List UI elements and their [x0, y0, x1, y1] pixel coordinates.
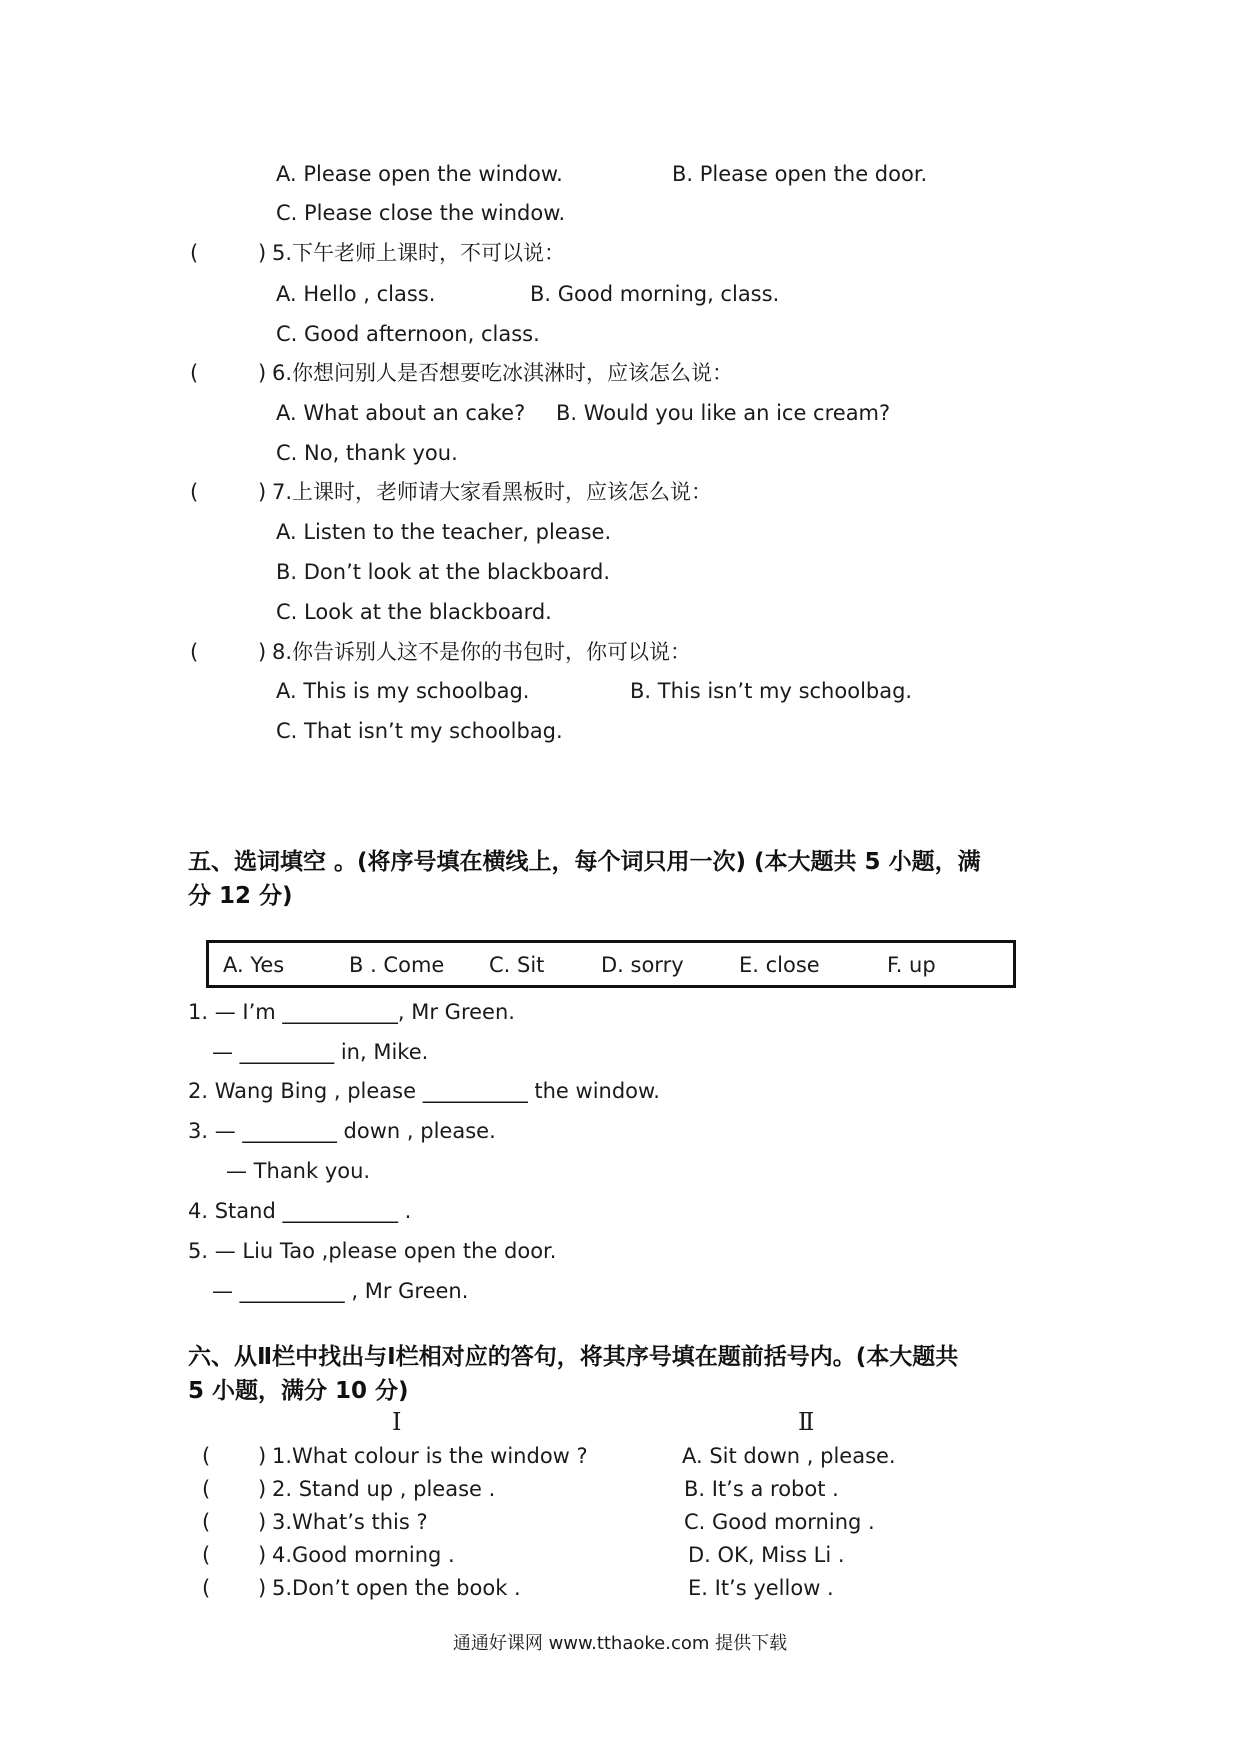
match-question-3: 3.What’s this ? — [272, 1510, 428, 1534]
fill-line-5: 5. — Liu Tao ,please open the door. — [188, 1239, 557, 1263]
q7-option-c: C. Look at the blackboard. — [276, 600, 552, 624]
match-question-4: 4.Good morning . — [272, 1543, 455, 1567]
answer-paren-open: ( — [190, 361, 199, 385]
section-5-heading-line2: 分 12 分) — [188, 883, 293, 909]
match-answer-b: B. It’s a robot . — [684, 1477, 839, 1501]
column-2-header: Ⅱ — [798, 1408, 815, 1436]
q8-option-b: B. This isn’t my schoolbag. — [630, 679, 913, 703]
answer-paren-open: ( — [190, 241, 199, 265]
match-answer-c: C. Good morning . — [684, 1510, 875, 1534]
column-1-header: Ⅰ — [392, 1408, 402, 1436]
q4-option-b: B. Please open the door. — [672, 162, 928, 186]
fill-line-3: 3. — _________ down , please. — [188, 1119, 496, 1143]
q5-option-c: C. Good afternoon, class. — [276, 322, 540, 346]
fill-line-5-reply: — __________ , Mr Green. — [212, 1279, 469, 1303]
fill-line-4: 4. Stand ___________ . — [188, 1199, 412, 1223]
q4-option-a: A. Please open the window. — [276, 162, 563, 186]
match-answer-e: E. It’s yellow . — [688, 1576, 834, 1600]
page-footer: 通通好课网 www.tthaoke.com 提供下载 — [452, 1633, 788, 1654]
answer-paren-close: ) — [258, 1543, 267, 1567]
q5-option-b: B. Good morning, class. — [530, 282, 780, 306]
answer-paren-close: ) — [258, 1444, 267, 1468]
word-bank-option: C. Sit — [489, 953, 545, 977]
q7-option-b: B. Don’t look at the blackboard. — [276, 560, 611, 584]
answer-paren-open: ( — [202, 1444, 211, 1468]
answer-paren-close: ) — [258, 1576, 267, 1600]
answer-paren-open: ( — [202, 1477, 211, 1501]
q6-option-c: C. No, thank you. — [276, 441, 458, 465]
q4-option-c: C. Please close the window. — [276, 201, 566, 225]
answer-paren-close: ) — [258, 640, 267, 664]
word-bank-box — [206, 940, 1016, 988]
q7-option-a: A. Listen to the teacher, please. — [276, 520, 612, 544]
answer-paren-open: ( — [190, 640, 199, 664]
word-bank-option: A. Yes — [223, 953, 285, 977]
q6-option-a: A. What about an cake? — [276, 401, 526, 425]
answer-paren-open: ( — [190, 480, 199, 504]
answer-paren-close: ) — [258, 1510, 267, 1534]
answer-paren-close: ) — [258, 480, 267, 504]
word-bank-option: E. close — [739, 953, 820, 977]
match-answer-a: A. Sit down , please. — [682, 1444, 896, 1468]
match-question-1: 1.What colour is the window ? — [272, 1444, 588, 1468]
section-6-heading-line1: 六、从Ⅱ栏中找出与Ⅰ栏相对应的答句，将其序号填在题前括号内。(本大题共 — [188, 1344, 959, 1370]
fill-line-3-reply: — Thank you. — [226, 1159, 371, 1183]
match-answer-d: D. OK, Miss Li . — [688, 1543, 845, 1567]
section-5-heading-line1: 五、选词填空 。(将序号填在横线上，每个词只用一次) (本大题共 5 小题，满 — [188, 849, 981, 875]
match-question-2: 2. Stand up , please . — [272, 1477, 496, 1501]
word-bank-option: B . Come — [349, 953, 445, 977]
word-bank-option: D. sorry — [601, 953, 684, 977]
q8-option-c: C. That isn’t my schoolbag. — [276, 719, 563, 743]
answer-paren-close: ) — [258, 361, 267, 385]
fill-line-1: 1. — I’m ___________, Mr Green. — [188, 1000, 515, 1024]
answer-paren-close: ) — [258, 1477, 267, 1501]
answer-paren-close: ) — [258, 241, 267, 265]
fill-line-2: 2. Wang Bing , please __________ the window. — [188, 1079, 660, 1103]
fill-line-1-reply: — _________ in, Mike. — [212, 1040, 429, 1064]
question-5: 5.下午老师上课时，不可以说： — [272, 241, 566, 265]
question-8: 8.你告诉别人这不是你的书包时，你可以说： — [272, 640, 692, 664]
section-6-heading-line2: 5 小题，满分 10 分) — [188, 1378, 409, 1404]
question-7: 7.上课时，老师请大家看黑板时，应该怎么说： — [272, 480, 713, 504]
q6-option-b: B. Would you like an ice cream? — [556, 401, 891, 425]
answer-paren-open: ( — [202, 1576, 211, 1600]
answer-paren-open: ( — [202, 1543, 211, 1567]
word-bank-option: F. up — [887, 953, 936, 977]
q8-option-a: A. This is my schoolbag. — [276, 679, 530, 703]
q5-option-a: A. Hello , class. — [276, 282, 436, 306]
question-6: 6.你想问别人是否想要吃冰淇淋时，应该怎么说： — [272, 361, 734, 385]
answer-paren-open: ( — [202, 1510, 211, 1534]
match-question-5: 5.Don’t open the book . — [272, 1576, 521, 1600]
